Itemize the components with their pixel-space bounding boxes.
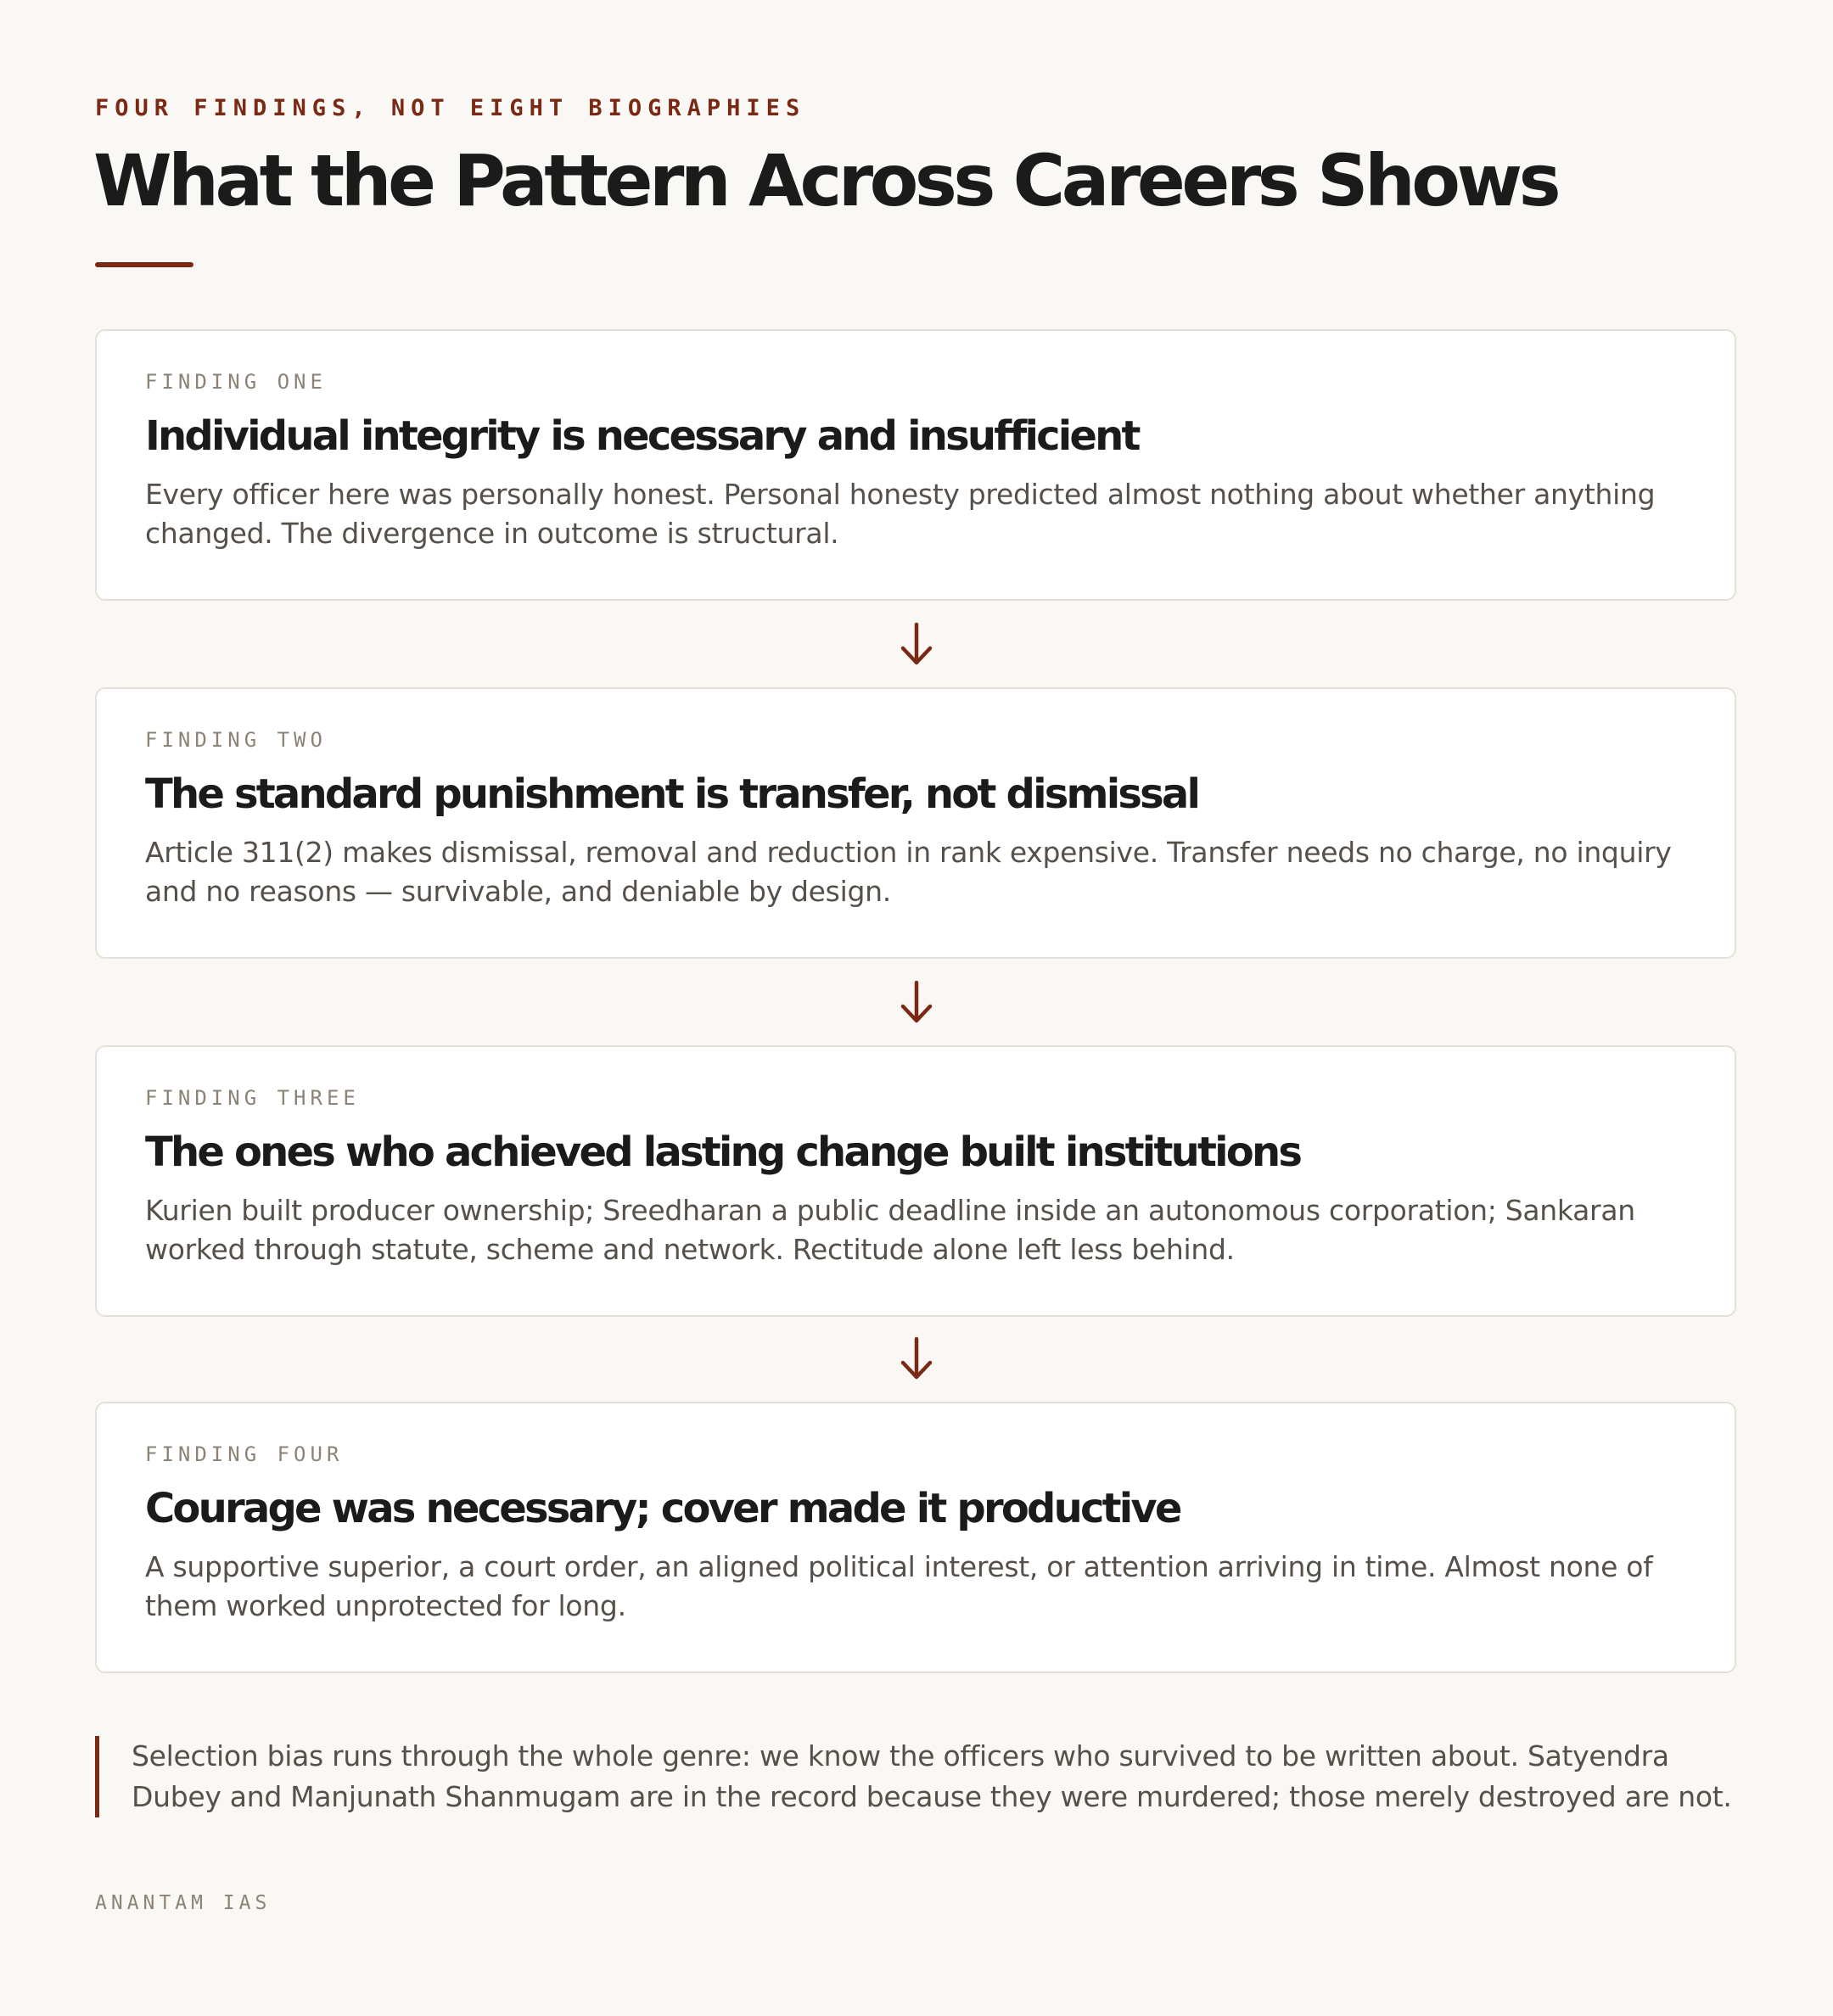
arrow-down-icon [898,979,935,1025]
finding-label: FINDING THREE [145,1086,360,1110]
finding-heading: Individual integrity is necessary and insufficient [145,412,1139,460]
arrow-down-icon [898,1336,935,1381]
page-title: What the Pattern Across Careers Shows [93,139,1558,222]
finding-label: FINDING TWO [145,728,327,752]
finding-card-two [95,687,1736,959]
finding-heading: The standard punishment is transfer, not dismissal [145,770,1199,818]
finding-body: Every officer here was personally honest. Personal honesty predicted almost nothing about whether anything changed. The divergence in outcome is structural. [145,478,1656,550]
arrow-down-icon [898,621,935,667]
finding-body: A supportive superior, a court order, an aligned political interest, or attention arriving in time. Almost none of them worked unprotected for long. [145,1550,1653,1622]
title-underline [95,262,193,267]
finding-label: FINDING ONE [145,370,327,394]
finding-card-one [95,329,1736,601]
finding-label: FINDING FOUR [145,1442,344,1466]
eyebrow-label: FOUR FINDINGS, NOT EIGHT BIOGRAPHIES [95,95,806,121]
finding-card-three [95,1045,1736,1317]
finding-card-four [95,1402,1736,1673]
finding-body: Kurien built producer ownership; Sreedharan a public deadline inside an autonomous corporation; Sankaran worked through statute, scheme and network. Rectitude alone left less behind. [145,1194,1635,1266]
finding-heading: The ones who achieved lasting change built institutions [145,1128,1301,1176]
finding-heading: Courage was necessary; cover made it productive [145,1485,1180,1532]
finding-body: Article 311(2) makes dismissal, removal and reduction in rank expensive. Transfer needs no charge, no inquiry and no reasons — survivable, and deniable by design. [145,836,1672,908]
selection-bias-note: Selection bias runs through the whole genre: we know the officers who survived to be written about. Satyendra Dubey and Manjunath Shanmugam are in the record because they were murdered; those merely destroyed are not. [95,1736,1741,1817]
footer-brand: ANANTAM IAS [95,1892,272,1914]
